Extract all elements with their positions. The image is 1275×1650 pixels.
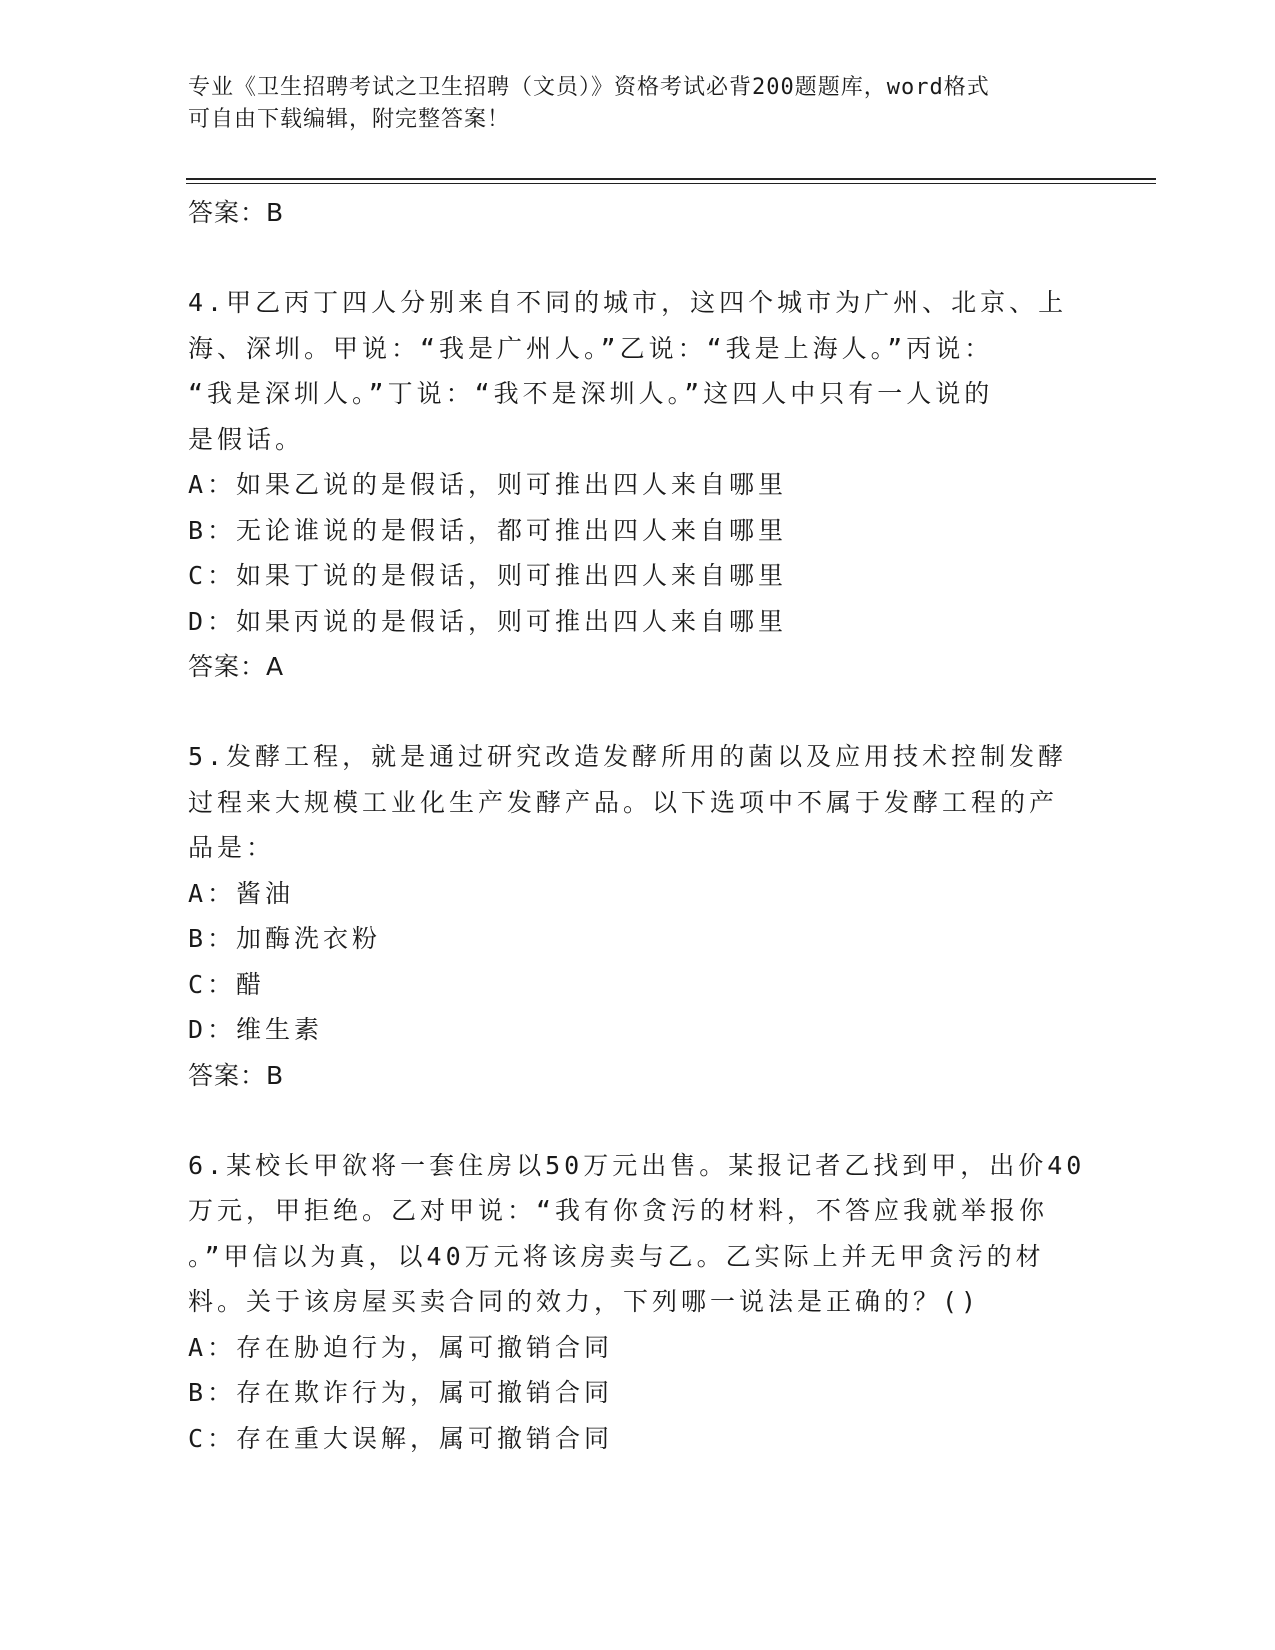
previous-answer: 答案：B xyxy=(188,198,285,227)
question-line: 海、深圳。甲说：“我是广州人。”乙说：“我是上海人。”丙说： xyxy=(188,333,994,363)
question-line: 4.甲乙丙丁四人分别来自不同的城市，这四个城市为广州、北京、上 xyxy=(188,288,1068,317)
option-c: C：醋 xyxy=(188,969,266,999)
question-line: 是假话。 xyxy=(188,424,305,454)
header-line-2: 可自由下载编辑，附完整答案！ xyxy=(188,107,511,132)
option-d: D：维生素 xyxy=(188,1015,324,1044)
question-line: 品是： xyxy=(188,833,276,862)
question-4 xyxy=(188,280,1088,690)
answer: 答案：B xyxy=(188,1060,285,1090)
question-6-stem xyxy=(188,1143,1088,1325)
answer: 答案：A xyxy=(188,652,285,681)
option-a: A：存在胁迫行为，属可撤销合同 xyxy=(188,1332,614,1362)
spacer xyxy=(188,1099,1088,1143)
header-line-1: 专业《卫生招聘考试之卫生招聘（文员）》资格考试必背200题题库，word格式 xyxy=(188,75,990,100)
header-rule-thin xyxy=(186,183,1156,184)
header-rule-thick xyxy=(186,178,1156,180)
question-line: “我是深圳人。”丁说：“我不是深圳人。”这四人中只有一人说的 xyxy=(188,379,994,408)
question-line: 5.发酵工程，就是通过研究改造发酵所用的菌以及应用技术控制发酵 xyxy=(188,742,1068,771)
question-line: 。”甲信以为真，以40万元将该房卖与乙。乙实际上并无甲贪污的材 xyxy=(188,1241,1045,1271)
option-b: B：加酶洗衣粉 xyxy=(188,924,382,953)
option-c: C：存在重大误解，属可撤销合同 xyxy=(188,1423,614,1453)
question-line: 万元，甲拒绝。乙对甲说：“我有你贪污的材料，不答应我就举报你 xyxy=(188,1196,1049,1225)
question-6 xyxy=(188,1143,1088,1462)
question-list xyxy=(188,190,1088,1461)
question-5 xyxy=(188,734,1088,1099)
option-c: C：如果丁说的是假话，则可推出四人来自哪里 xyxy=(188,561,788,590)
question-line: 过程来大规模工业化生产发酵产品。以下选项中不属于发酵工程的产 xyxy=(188,787,1059,817)
question-line: 6.某校长甲欲将一套住房以50万元出售。某报记者乙找到甲，出价40 xyxy=(188,1150,1086,1180)
option-a: A：酱油 xyxy=(188,878,295,908)
question-5-stem xyxy=(188,734,1088,871)
option-d: D：如果丙说的是假话，则可推出四人来自哪里 xyxy=(188,606,788,636)
option-a: A：如果乙说的是假话，则可推出四人来自哪里 xyxy=(188,470,788,499)
question-line: 料。关于该房屋买卖合同的效力，下列哪一说法是正确的？() xyxy=(188,1287,981,1316)
spacer xyxy=(188,236,1088,280)
question-4-stem xyxy=(188,280,1088,462)
document-header xyxy=(188,72,1068,136)
option-b: B：存在欺诈行为，属可撤销合同 xyxy=(188,1378,614,1407)
spacer xyxy=(188,690,1088,734)
option-b: B：无论谁说的是假话，都可推出四人来自哪里 xyxy=(188,515,788,545)
